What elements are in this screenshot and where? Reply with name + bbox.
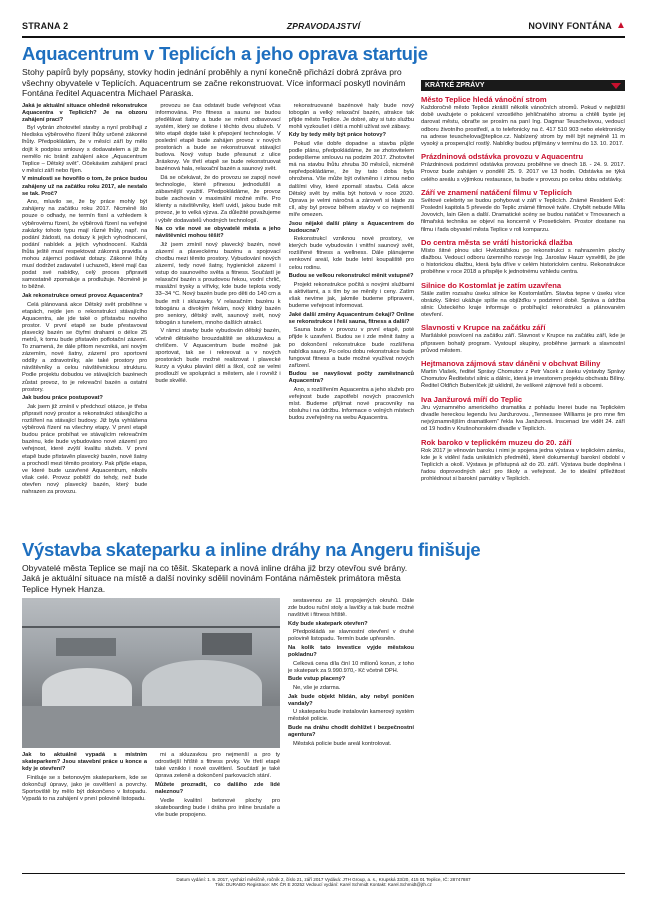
interview-question: Kdy bude skatepark otevřen? — [288, 620, 368, 627]
page-number: STRANA 2 — [22, 21, 69, 31]
short-news-title: Silnice do Kostomlat je zatím uzavřena — [421, 280, 562, 290]
paragraph: Pokud vše dobře dopadne a stavba půjde podle plánu, předpokládáme, že se zhotovitelem podepíšeme smlouvu na podzim 2017. Zhotovitel má na stavbu lhůtu zhruba 30 měsíců, nicméně nepředpokládáme, že by tato doba byla ohrožena. Vše může být ovlivněno i zimou nebo dalšími vlivy, které zpomalí stavbu. Celá akce Dětský svět by měla být hotová v roce 2020. Oprava je velmi náročná a zároveň si klade za cíl, aby byl provoz během stavby v co nejmenší míře omezen. — [288, 140, 414, 218]
paragraph: Sauna bude v provozu v první etapě, poté přijde k uzavření. Budou se i zde měnit šatny a po dokončení rekonstrukce bude rozšířena nabídka sauny. Po celou dobu rekonstrukce bude fungovat fitness a bude možné využívat nových zařízení. — [288, 327, 414, 369]
article-skatepark-column-3 — [288, 598, 414, 856]
newspaper-page — [22, 16, 625, 886]
paragraph: Ano, s rozšířením Aquacentra a jeho služeb pro veřejnost bude zapotřebí nových pracovních míst. Budeme přijímat nové pracovníky na obsluhu i na údržbu. Informace o volných místech budou zveřejněny na webu Aquacentra. — [288, 387, 414, 422]
interview-question: Bude vstup placený? — [288, 676, 346, 683]
paragraph: mi a skluzavkou pro nejmenší a pro ty odrostlejší hřiště s fitness prvky. Ve třetí etapě také vzniklo i nové osvětlení. Součástí je také úprava zeleně a dokončení parkovacích stání. — [155, 752, 280, 780]
short-news-body: Každoročně město Teplice zkrášlí několik vánočních stromů. Pokud v nejbližší době uvažujete o pokácení vzrostlého jehličnatého stromu a chtěli byste jej darovat městu, obraťte se prosím na paní Ing. Dagmar Teuschelovou, vedoucí odboru životního prostředí, a to telefonicky na č. 417 510 903 nebo elektronicky na adrese teuschelova@teplice.cz. Nabízený strom by měl být nejméně 11 m vysoký a prosperující rostlý. Nabídky budou přijímány v termínu do 13. 10. 2017. — [421, 105, 625, 148]
paragraph: Celková cena díla činí 10 milionů korun, z toho je skatepark za 9.990.970,- Kč včetně DPH. — [288, 660, 414, 674]
page-header — [22, 16, 625, 38]
paragraph: Městská policie bude areál kontrolovat. — [293, 740, 392, 747]
paragraph: U skateparku bude instalován kamerový systém městské policie. — [288, 709, 414, 723]
short-news-title: Město Teplice hledá vánoční strom — [421, 95, 547, 104]
interview-question: Bude na dráhu chodit dohlížet i bezpečnostní agentura? — [288, 725, 414, 739]
interview-question: Jak bude objekt hlídán, aby nebyl poničen vandaly? — [288, 693, 414, 707]
paragraph: V rámci stavby bude vybudován dětský bazén, včetně dětského brouzdaliště se skluzavkou a chrličem. V Aquacentrum bude možné jak sportovat, tak se i rekreovat a v nových prostorách bude možné realizovat i plavecké kurzy a výuku plavání dětí a škol, což se velmi prodlouží ve spolupráci s městem, ale i rovněž i bude skvělé. — [155, 328, 281, 385]
interview-question: Budou se navyšovat počty zaměstnanců Aquacentra? — [288, 371, 414, 385]
interview-question: Jak to aktuálně vypadá s místním skateparkem? Jsou stavební práce u konce a kdy je otevření? — [22, 752, 147, 773]
short-news-body: Maršálské posvícení na začátku září. Slavnost v Krupce na začátku září, kde je připraven bohatý program. Vystoupí skupiny, proběhne jarmark a slavnostní průvod městem. — [421, 333, 625, 354]
paragraph: Dá se očekávat, že do provozu se zapojí nové technologie, které přinesou jednodušší a zábavnější využití. Předpokládáme, že provoz bude zachován v maximální možné míře. Pro klienty a návštěvníky, kteří uvidí, jakou bude mít provoz, je to velká výzva. Za důležité považujeme i výběr dodavatelů vhodných technologií. — [155, 174, 281, 224]
paragraph: Jak jsem již zmínil v předchozí otázce, je třeba připravit nový prostor a rekonstrukci stávajícího a rozšíření na stávající budovy. Již byla vyhlášena výběrová řízení na všechny etapy. V první etapě budou práce probíhat ve stávajícím rekreačním bazénu, kde bude vybudováno nové zázemí pro veřejnost, které zvýší kvalitu služeb. V první etapě bude přistavěn plavecký bazén, nové šatny a prochodí mezi těmito prostory. Pak přijde etapa, ve které bude uzavřené Aquacentrum, nikoliv však celé. Provoz poběží do tehdy, než bude otevřen nový plavecký bazén, který bude nahrazen za provozu. — [22, 403, 148, 495]
interview-question: Jaká je aktuální situace ohledně rekonstrukce Aquacentra v Teplicích? Je na obzoru zahájení prací? — [22, 102, 148, 123]
article-skatepark-columns — [22, 752, 280, 856]
paragraph: sestavenou ze 11 propojených okruhů. Dále zde budou ruční stoly a lavičky a tak bude možné navštívit i fitness hřiště. — [288, 598, 414, 619]
article-aquacentrum-column-2 — [155, 103, 280, 535]
article-aquacentrum-body — [22, 103, 414, 535]
interview-question: Na kolik tato investice vyjde městskou pokladnu? — [288, 645, 414, 659]
paragraph: Rekonstrukcí vzniknou nové prostory, ve kterých bude vybudován i vnitřní saunový svět, rozšířené fitness a wellness. Dále plánujeme venkovní areál, kde bude letní koupaliště pro celou rodinu. — [288, 236, 414, 271]
interview-question: Kdy by tedy měly být práce hotovy? — [288, 132, 387, 139]
footer-line-2: Tisk: DURABO Registrace: MK ČR E 20252 Vedoucí vydání: Karel Schmidt Kontakt: Karel.Schmidt@jth.cz — [215, 882, 432, 887]
interview-question: V minulosti se hovořilo o tom, že práce budou zahájeny už na začátku roku 2017, ale nestalo se tak. Proč? — [22, 176, 148, 197]
short-news-label: KRÁTKÉ ZPRÁVY — [425, 82, 485, 89]
short-news-list — [421, 91, 625, 871]
article-skatepark-body — [22, 598, 414, 856]
interview-question: Jsou nějaké další plány s Aquacentrem do budoucna? — [288, 220, 414, 234]
short-news-sidebar — [421, 80, 625, 871]
paragraph: Celá plánovaná akce Dětský svět proběhne v etapách, nejde jen o rekonstrukci stávajícího Aquacentra, ale jde také o přístavbu nového prostor. V první etapě se bude přestavovat plavecký bazén se čtyřmi drahami o délce 25 metrů, k tomu bude přistavěn poflotační zázemí. To znamená, že dále přitom nevzniká, ani novým zázemím, nové šatny, zázemí pro sportovní oddíly a zdravotníky, ale také prostory pro návštěvníky a celou návštěvnickou strukturu. Podle projektu dobudou ve stávajících bazénech zůstat provoz, to je rekreační bazén a ostatní prostory. — [22, 301, 148, 393]
article-aquacentrum-column-1 — [22, 103, 147, 535]
paragraph: provozu se čas odstavit bude veřejnost včas informována. Pro fitness a saunu se budou předělávat šatny a bude se měnit odbavovací systém, který se dotkne i těchto dvou služeb. V této etapě dojde také k přepojení technologie. V poslední etapě bude zahájen provoz v nových prostorách a bude se rekonstruovat stávající budova. Nový vstup bude přesunut z ulice Jiráskovy. Ve třetí etapě se bude rekonstruovat bazénová hala, relaxační bazén a saunový svět. — [155, 102, 281, 173]
section-name: ZPRAVODAJSTVÍ — [286, 21, 361, 31]
skatepark-photo — [22, 598, 280, 748]
short-news-title: Rok baroko v teplickém muzeu do 20. září — [421, 437, 572, 447]
short-news-title: Do centra města se vrátí historická dlažba — [421, 237, 573, 247]
interview-question: Můžete prozradit, co dalšího zde lidé naleznou? — [155, 781, 280, 795]
short-news-body: Rok 2017 je věnován baroku i nimi je spojena jedna výstava v teplickém zámku, kde je k vidění řada unikátních předmětů, které dokumentují barokní období v Teplicích a okolí. Výstava je přístupná až do 20. září. Výstava bude doplněna i řadou doprovodných akcí pro školy a veřejnost. Je to ideální příležitost prohlédnout si barokní památky v Teplicích. — [421, 447, 625, 483]
short-news-title: Slavnosti v Krupce na začátku září — [421, 323, 546, 333]
newspaper-name: NOVINY FONTÁNA — [528, 21, 612, 31]
article-aquacentrum-column-3 — [289, 103, 414, 535]
paragraph: Byl vybrán zhotovitel stavby a nyní probíhají z hlediska výběrového řízení lhůty určené zákonné lhůty. Předpokládám, že v měsíci září by mělo dojít k podpisu smlouvy s dodavatelem a již že nemělo nic bránit zahájení akce „Aquacentrum Teplice – Dětský svět“. Očekávám zahájení prací v měsíci září nebo říjen. — [22, 125, 148, 174]
paragraph: Finišuje se s betonovým skateparkem, kde se dokončují úpravy, jako je osvětlení a povrchy. Sportoviště by mělo být dokončeno v listopadu. Vypadá to na zahájení v první polovině listopadu. — [22, 774, 147, 803]
interview-question: Budou se velkou rekonstrukcí měnit vstupné? — [288, 273, 414, 280]
footer-line-1: Datum vydání: 1. 9. 2017, vychází měsíčně, ročník 2, číslo 21, září 2017 Vydává: JTH Group, a. s., Krupská 33/20, 415 01 Teplice, IČ: 28747887 — [176, 877, 471, 882]
article-skatepark-column-2 — [155, 752, 280, 856]
short-news-body: Martin Vlašek, ředitel Správy Chomutov z Petr Vacek z úseku výstavby Správy Chomutov Ředitelství silnic a dálnic, která je investorem projektu obchvatu Bíliny. Ředitel Oldřich Bubeníček již uklidnil, že veškeré zájmové řeší s obcemi. — [421, 369, 625, 390]
article-skatepark-title: Výstavba skateparku a inline dráhy na Angeru finišuje — [22, 538, 481, 560]
article-skatepark-lead: Obyvatelé města Teplice se mají na co těšit. Skatepark a nová inline dráha již brzy otevřou své brány. Jaká je aktuální situace na místě a další novinky sdělil novinám Fontána náměstek primátora města Teplice Hynek Hanza. — [22, 562, 408, 594]
paragraph: Již jsem zmínil nový plavecký bazén, nové zázemí a plaveckému bazénu a spojovací chodbu mezi těmito prostory. Vybudování nových zázemí, tedy nové šatny, hygienické zázemí i vstup do saunového světa a fitness. Součástí je relaxační bazén s proudovou řekou, vodní chrlič, masážní trysky a vířivky, kde bude teplota vody 33–34 °C. Nový bazén bude pro děti do 140 cm a bude mít i skluzavky. V relaxačním bazénu k tobogánu a divokým řekám, nový klidný bazén pro seniory, dětský svět, saunový svět, nový tobogán s tunelem, mnoho dalších atrakcí. — [155, 241, 281, 326]
article-aquacentrum-title: Aquacentrum v Teplicích a jeho oprava startuje — [22, 43, 428, 64]
short-news-body: Jiru významného amerického dramatika z pohladu Inerei bude na Teplickém divadle hereckou legendu Ivu Janžurovou. „Tennessee Williams je pro mne fim nejvýznamnějším dramatikem“ řekla Iva Janžurová. Inscenaci lze vidět 24. září od 19 hodin v Krušnohorském divadle v Teplicích. — [421, 404, 625, 433]
paragraph: Předpokládá se slavnostní otevření v druhé polovině listopadu. Termín bude upřesněn. — [288, 629, 414, 643]
short-news-title: Prázdninová odstávka provozu v Aquacentru — [421, 152, 584, 162]
footer-imprint-2 — [22, 882, 625, 888]
short-news-header — [421, 80, 625, 91]
interview-question: Na co vše nové se obyvatelé města a jeho návštěvníci mohou těšit? — [155, 226, 281, 240]
interview-question: Jak rekonstrukce omezí provoz Aquacentra? — [22, 292, 143, 299]
short-news-body: Místo šitné plnou ulici Hvězdářskou po rekonstrukci s nahrazením plochy dlažbou. Vedoucí odboru územního rozvoje Ing. Jaroslav Hauzr vysvětlil, že jde o historickou dlažbu, která byla dříve v celém historickém centru. Rekonstrukce proběhne v roce 2018 a přispěje k jednotnému vzhledu centra. — [421, 247, 625, 276]
triangle-marker-icon — [611, 83, 621, 89]
paragraph: Ne, vše je zdarma. — [293, 685, 341, 692]
paragraph: Vedle kvalitní betonové plochy pro skateboarding bude i dráha pro inline bruslaře a vše bude propojeno. — [155, 797, 280, 818]
short-news-title: Září ve znamení natáčení filmu v Teplicích — [421, 187, 572, 197]
article-skatepark-column-1 — [22, 752, 147, 856]
fountain-logo-icon: ▲ — [616, 20, 627, 31]
paragraph: rekonstruované bazénové haly bude nový tobogán a velký relaxační bazén, atrakce tak přijde město Teplice. Je dobré, aby si tuto službu mohli vyzkoušet i děti a mohli užívat své zábavy. — [288, 102, 414, 130]
short-news-body: Světové celebrity se budou pohybovat v září v Teplicích. Známé Resident Evil: Poslední kapitola 5 převede do Teplic známé filmové tváře. Chybět nebude Milla Jovovich, Iain Glen a další. Dramatické scény se budou natáčet v Trnovanech a filmařská technika se objeví na koncerně v Prosetickém. Prostor dostane na filmu i řada obyvatel města Teplice v roli komparzu. — [421, 197, 625, 233]
short-news-title: Hejtmanova zájmová stav dáněni v obchvat Bíliny — [421, 359, 601, 369]
article-aquacentrum-lead: Stohy papírů byly popsány, stovky hodin jednání proběhly a nyní konečně přichází dobrá zpráva pro všechny obyvatele v Teplicích. Aquacentrum se začne rekonstruovat. Více informací poskytl novinám Fontána ředitel Aquacentra Michael Paraska. — [22, 67, 406, 98]
interview-question: Jak budou práce postupovat? — [22, 395, 103, 402]
paragraph: Ano, mluvilo se, že by práce mohly být zahájeny na začátku roku 2017. Nicméně šlo pouze o odhady, ne termín fixní a vzhledem k výběrovému řízení, že výběrová řízení na veřejné zakázky tohoto typu mají různé lhůty, např. na podání žádosti, na dotazy k jejich vyhodnocení, podání nabídek a jejich vyhodnocení. Každá lhůta ještě musí respektovat zákonná pravidla a mohou zájemci podávat dotazy. Zákonné lhůty musí dodržet zadavatel i uchazeči, které mají čas podat své nabídky, celý proces připraviti samostatně zpomaluje a prodlužuje. Nicméně je to běžné. — [22, 199, 148, 291]
interview-question: Jaké další změny Aquacentrum čekají? Online se rekonstrukce i řeší sauna, fitness a další? — [288, 311, 414, 325]
short-news-body: Prázdninová podzimní odstávka provozu proběhne ve dnech 18. - 24. 9. 2017. Provoz bude zahájen v pondělí 25. 9. 2017 ve 13 hodin. Odstávka se týká celého areálu s výjimkou restaurace, ta bude v provozu po celou dobu odstávky. — [421, 162, 625, 183]
short-news-title: Iva Janžurová míří do Teplic — [421, 394, 523, 404]
paragraph: Projekt rekonstrukce počítá s novými službami a aktivitami, a s tím by se měnily i ceny. Zatím však nevíme jak, jakmile budeme připraveni, budeme veřejnost informovat. — [288, 281, 414, 310]
short-news-body: Stále zatím rozsahu úseku silnice ke Kostomlatům. Stavba tepne v úseku více obrázky. Silnici ukážuje spíše na objížďku v podzimní době. Správa a údržba silnic Ústeckého kraje informuje o probíhající rekonstrukci a plánovaném otevření. — [421, 290, 625, 319]
